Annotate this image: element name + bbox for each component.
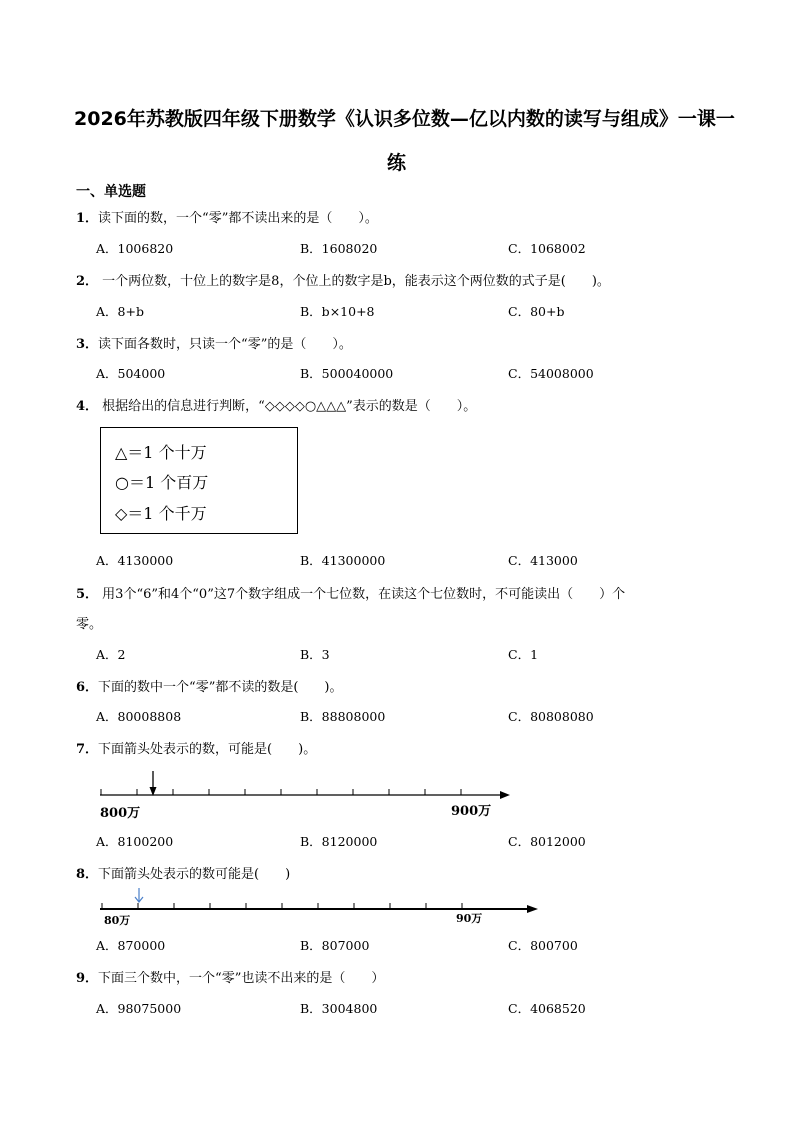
option-b[interactable]: B．3 <box>300 647 330 662</box>
question-text: 下面的数中一个“零”都不读的数是( )。 <box>98 680 343 695</box>
question-text: 读下面各数时，只读一个“零”的是（ ）。 <box>98 337 352 352</box>
option-b[interactable]: B．8120000 <box>300 834 378 849</box>
number-line-start-label: 800万 <box>100 806 141 821</box>
option-a[interactable]: A．8100200 <box>96 834 174 849</box>
question-text: 一个两位数，十位上的数字是8，个位上的数字是b，能表示这个两位数的式子是( )。 <box>98 274 610 289</box>
section-heading: 一、单选题 <box>76 184 146 200</box>
option-a[interactable]: A．870000 <box>96 938 166 953</box>
question-text: 下面箭头处表示的数，可能是( )。 <box>98 742 317 757</box>
option-c[interactable]: C．80+b <box>508 304 565 319</box>
question-text: 用3个“6”和4个“0”这7个数字组成一个七位数，在读这个七位数时，不可能读出（ ）个 <box>98 587 626 602</box>
page-title-continued: 练 <box>387 152 407 174</box>
option-b[interactable]: B．88808000 <box>300 709 386 724</box>
question-number: 1． <box>76 211 99 226</box>
number-line-start-label: 80万 <box>104 914 131 927</box>
option-a[interactable]: A．8+b <box>96 304 144 319</box>
option-a[interactable]: A．80008808 <box>96 709 182 724</box>
option-c[interactable]: C．413000 <box>508 553 578 568</box>
option-c[interactable]: C．1068002 <box>508 241 586 256</box>
option-a[interactable]: A．1006820 <box>96 241 174 256</box>
question-number: 4． <box>76 399 99 414</box>
question-text: 下面箭头处表示的数可能是( ) <box>98 867 291 882</box>
question-text: 下面三个数中，一个“零”也读不出来的是（ ） <box>98 971 385 986</box>
option-a[interactable]: A．4130000 <box>96 553 174 568</box>
question-number: 6． <box>76 680 99 695</box>
question-number: 9． <box>76 971 99 986</box>
number-line-end-label: 900万 <box>451 804 492 819</box>
option-a[interactable]: A．98075000 <box>96 1001 182 1016</box>
legend-diamond: ◇＝1 个千万 <box>115 504 207 523</box>
question-number: 2． <box>76 274 99 289</box>
option-b[interactable]: B．41300000 <box>300 553 386 568</box>
option-b[interactable]: B．807000 <box>300 938 370 953</box>
option-b[interactable]: B．1608020 <box>300 241 378 256</box>
option-b[interactable]: B．3004800 <box>300 1001 378 1016</box>
question-9 <box>76 967 384 986</box>
question-5-continued: 零。 <box>76 617 103 632</box>
question-number: 3． <box>76 337 99 352</box>
question-text: 读下面的数，一个“零”都不读出来的是（ ）。 <box>98 211 378 226</box>
option-b[interactable]: B．b×10+8 <box>300 304 375 319</box>
option-a[interactable]: A．504000 <box>96 366 166 381</box>
option-a[interactable]: A．2 <box>96 647 126 662</box>
option-c[interactable]: C．80808080 <box>508 709 594 724</box>
question-number: 8． <box>76 867 99 882</box>
down-arrow-icon <box>135 888 143 902</box>
question-number: 5． <box>76 587 99 602</box>
option-b[interactable]: B．500040000 <box>300 366 394 381</box>
option-c[interactable]: C．54008000 <box>508 366 594 381</box>
question-number: 7． <box>76 742 99 757</box>
number-line-arrowhead <box>527 905 538 913</box>
number-line-end-label: 90万 <box>456 912 483 925</box>
question-text: 根据给出的信息进行判断，“◇◇◇◇○△△△”表示的数是（ ）。 <box>98 399 477 414</box>
option-c[interactable]: C．800700 <box>508 938 578 953</box>
option-c[interactable]: C．8012000 <box>508 834 586 849</box>
option-c[interactable]: C．4068520 <box>508 1001 586 1016</box>
legend-triangle: △＝1 个十万 <box>115 443 207 462</box>
page-title: 2026年苏教版四年级下册数学《认识多位数—亿以内数的读写与组成》一课一 <box>74 108 735 130</box>
legend-circle: ○＝1 个百万 <box>115 473 209 492</box>
option-c[interactable]: C．1 <box>508 647 539 662</box>
